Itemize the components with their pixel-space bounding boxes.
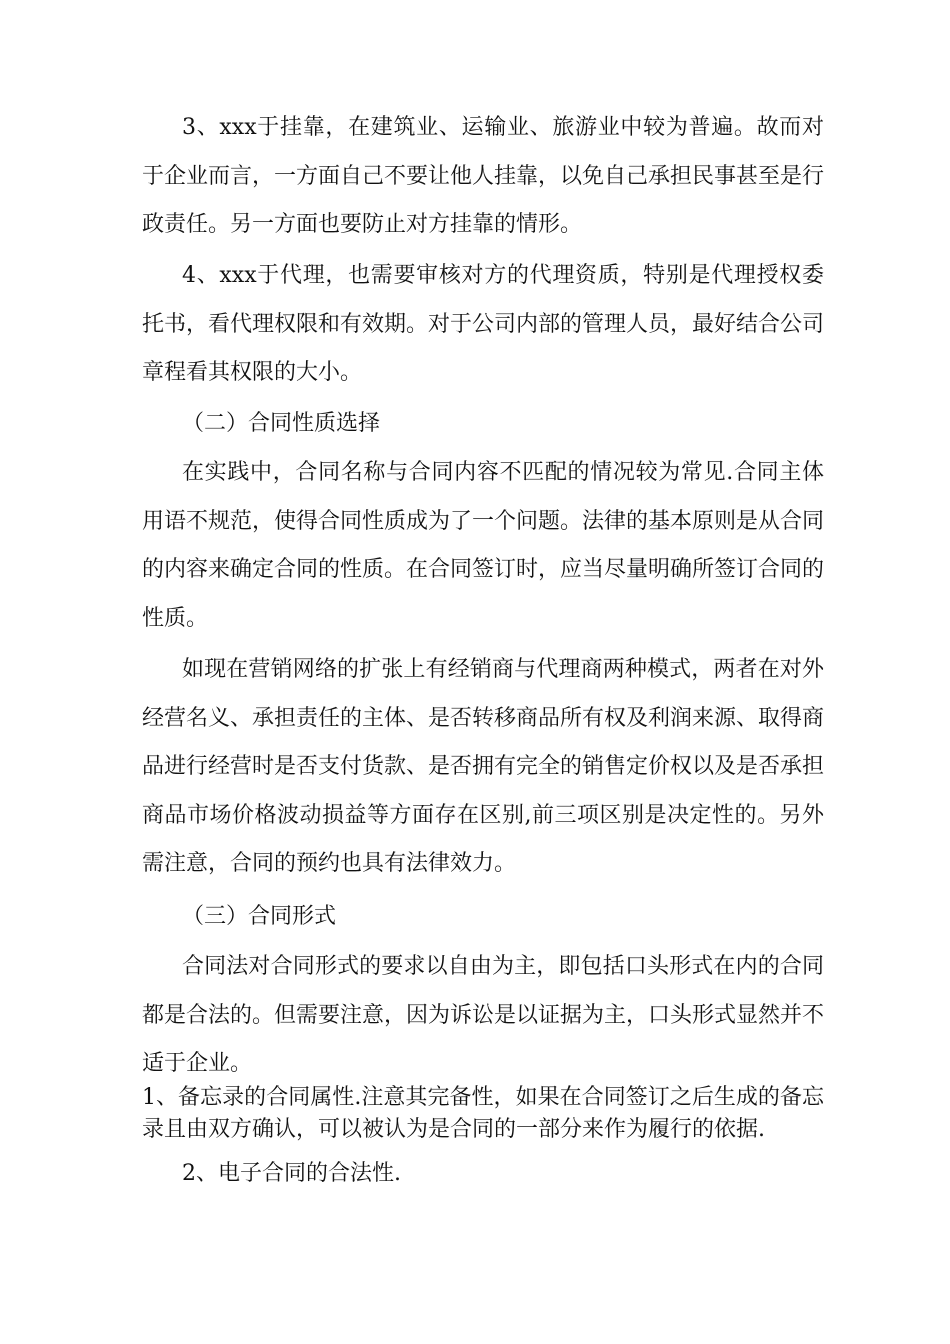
- paragraph-contract-law: 合同法对合同形式的要求以自由为主，即包括口头形式在内的合同都是合法的。但需要注意，因为诉讼是以证据为主，口头形式显然并不适于企业。: [142, 954, 825, 1076]
- section-heading-contract-nature: （二）合同性质选择: [182, 411, 381, 436]
- section-heading-contract-form: （三）合同形式: [182, 904, 337, 929]
- paragraph-memorandum: 1、备忘录的合同属性.注意其完备性，如果在合同签订之后生成的备忘录且由双方确认，可以被认为是合同的一部分来作为履行的依据.: [142, 1085, 824, 1142]
- paragraph-electronic-contract: 2、电子合同的合法性.: [182, 1161, 401, 1186]
- paragraph-guakao: 3、xxx于挂靠，在建筑业、运输业、旅游业中较为普遍。故而对于企业而言，一方面自己不要让他人挂靠，以免自己承担民事甚至是行政责任。另一方面也要防止对方挂靠的情形。: [142, 115, 825, 237]
- paragraph-daili: 4、xxx于代理，也需要审核对方的代理资质，特别是代理授权委托书，看代理权限和有效期。对于公司内部的管理人员，最好结合公司章程看其权限的大小。: [142, 263, 825, 385]
- paragraph-practice: 在实践中，合同名称与合同内容不匹配的情况较为常见.合同主体用语不规范，使得合同性质成为了一个问题。法律的基本原则是从合同的内容来确定合同的性质。在合同签订时，应当尽量明确所签订合同的性质。: [142, 460, 825, 631]
- paragraph-marketing: 如现在营销网络的扩张上有经销商与代理商两种模式，两者在对外经营名义、承担责任的主体、是否转移商品所有权及利润来源、取得商品进行经营时是否支付货款、是否拥有完全的销售定价权以及是否承担商品市场价格波动损益等方面存在区别,前三项区别是决定性的。另外需注意，合同的预约也具有法律效力。: [142, 657, 825, 876]
